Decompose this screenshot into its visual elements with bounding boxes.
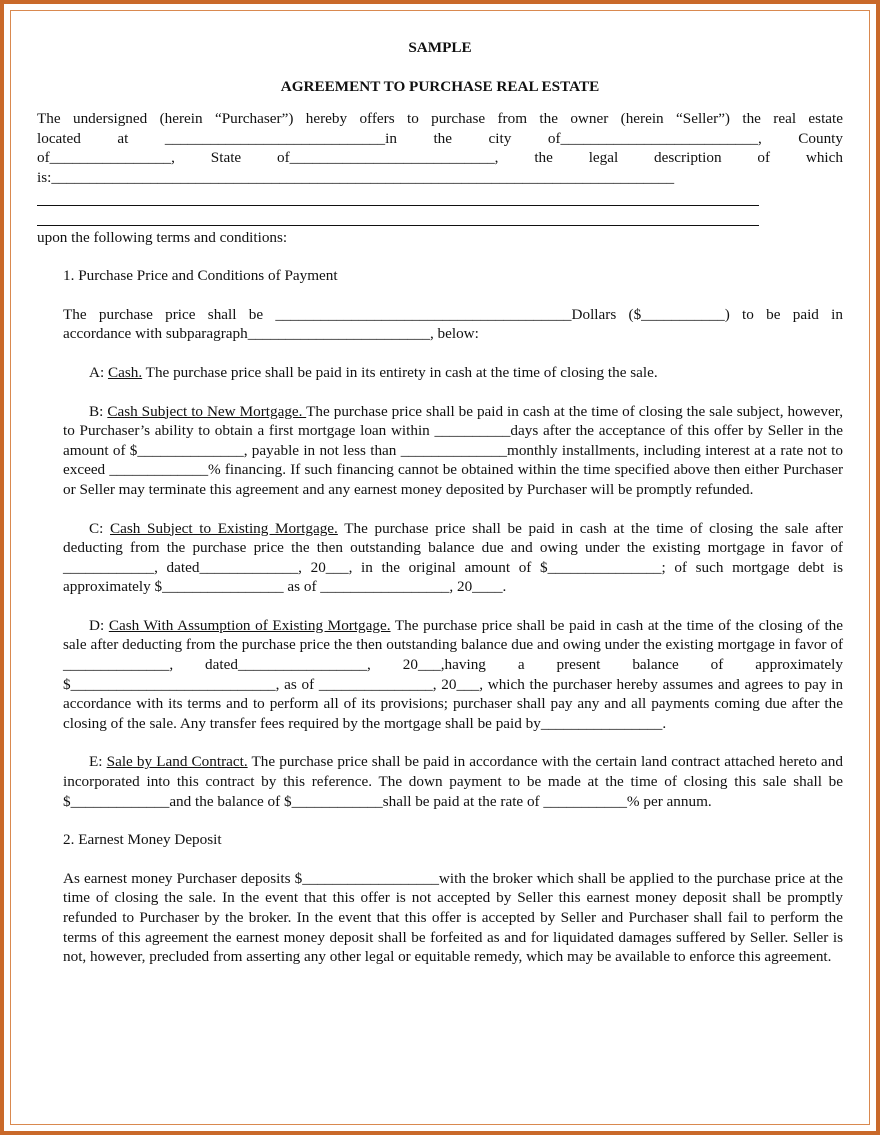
option-b-text: The purchase price shall be paid in cash at the time of closing the sale subject, however, to Purchaser’s ability to obtain a first mortgage loan within __________days after the acceptance of this offer by Seller in the amount of $______________, payable in not less than ______________monthly installments, including interest at a rate not to exceed _____________% financing. If such financing cannot be obtained within the time specified above then either Purchaser or Seller may terminate this agreement and any earnest money deposited by Purchaser will be promptly refunded. (63, 402, 843, 498)
purchase-price-line-1: The purchase price shall be _______________________________________Dollars ($___________) to be paid in (63, 305, 843, 323)
document-page (37, 34, 843, 967)
intro-paragraph (37, 109, 843, 247)
option-a-title: Cash. (107, 363, 143, 381)
intro-line-1: The undersigned (herein “Purchaser”) hereby offers to purchase from the owner (herein “Seller”) the real estate (37, 110, 843, 128)
option-a-text: The purchase price shall be paid in its entirety in cash at the time of closing the sale. (142, 363, 658, 381)
option-b-label: B: (89, 402, 108, 420)
option-c-text: The purchase price shall be paid in cash at the time of closing the sale after deducting from the purchase price the then outstanding balance due and owing under the existing mortgage in favor of ____________, dated_____________, 20___, in the original amount of $_______________; of such mortgage debt is approximately $________________ as of _________________, 20____. (63, 519, 843, 596)
option-e-label: E: (89, 753, 107, 771)
option-d-paragraph (37, 616, 843, 734)
earnest-money-paragraph: As earnest money Purchaser deposits $__________________with the broker which shall be applied to the purchase price at the time of closing the sale. In the event that this offer is not accepted by Seller this earnest money deposit shall be promptly refunded to Purchaser by the broker. In the event that this offer is accepted by Seller and Purchaser shall fail to perform the terms of this agreement the earnest money deposit shall be forfeited as and for liquidated damages suffered by Seller. Seller is not, however, precluded from asserting any other legal or equitable remedy, which may be available to enforce this agreement. (63, 869, 843, 966)
option-b-title: Cash Subject to New Mortgage. (107, 402, 307, 420)
legal-description-line (37, 188, 843, 208)
option-e-text: The purchase price shall be paid in accordance with the certain land contract attached hereto and incorporated into this contract by this reference. The down payment to be made at the time of closing this sale shall be $_____________and the balance of $____________shall be paid at the rate of ___________% per annum. (63, 753, 843, 810)
intro-line-4: is:__________________________________________________________________________________ (37, 168, 675, 186)
legal-description-line (37, 208, 843, 228)
option-b-paragraph (37, 402, 843, 500)
option-a-label: A: (89, 363, 108, 381)
terms-intro: upon the following terms and conditions: (37, 228, 288, 246)
option-c-title: Cash Subject to Existing Mortgage. (110, 519, 338, 537)
option-e-title: Sale by Land Contract. (106, 753, 248, 771)
option-a-paragraph (37, 363, 843, 383)
option-d-title: Cash With Assumption of Existing Mortgage. (108, 616, 391, 634)
doc-title-agreement: AGREEMENT TO PURCHASE REAL ESTATE (280, 77, 600, 95)
doc-title-sample: SAMPLE (408, 39, 472, 56)
intro-line-2: located at _____________________________in the city of__________________________, County (37, 129, 843, 147)
option-c-label: C: (89, 519, 111, 537)
section-1-heading: 1. Purchase Price and Conditions of Payment (63, 267, 338, 285)
purchase-price-line-2: accordance with subparagraph________________________, below: (63, 325, 479, 343)
option-c-paragraph (37, 519, 843, 597)
intro-line-3: of________________, State of___________________________, the legal description of which (37, 149, 843, 167)
option-e-paragraph (37, 752, 843, 811)
option-d-label: D: (89, 616, 109, 634)
section-2-heading: 2. Earnest Money Deposit (63, 831, 222, 849)
purchase-price-paragraph (37, 305, 843, 344)
option-d-text: The purchase price shall be paid in cash at the time of the closing of the sale after deducting from the purchase price the then outstanding balance due and owing under the existing mortgage in favor of ______________, dated_________________, 20___,having a present balance of approximately $___________________________, as of _______________, 20___, which the purchaser hereby assumes and agrees to pay in accordance with its terms and to perform all of its provisions; purchaser shall pay any and all payments coming due after the closing of the sale. Any transfer fees required by the mortgage shall be paid by________________. (63, 616, 844, 732)
